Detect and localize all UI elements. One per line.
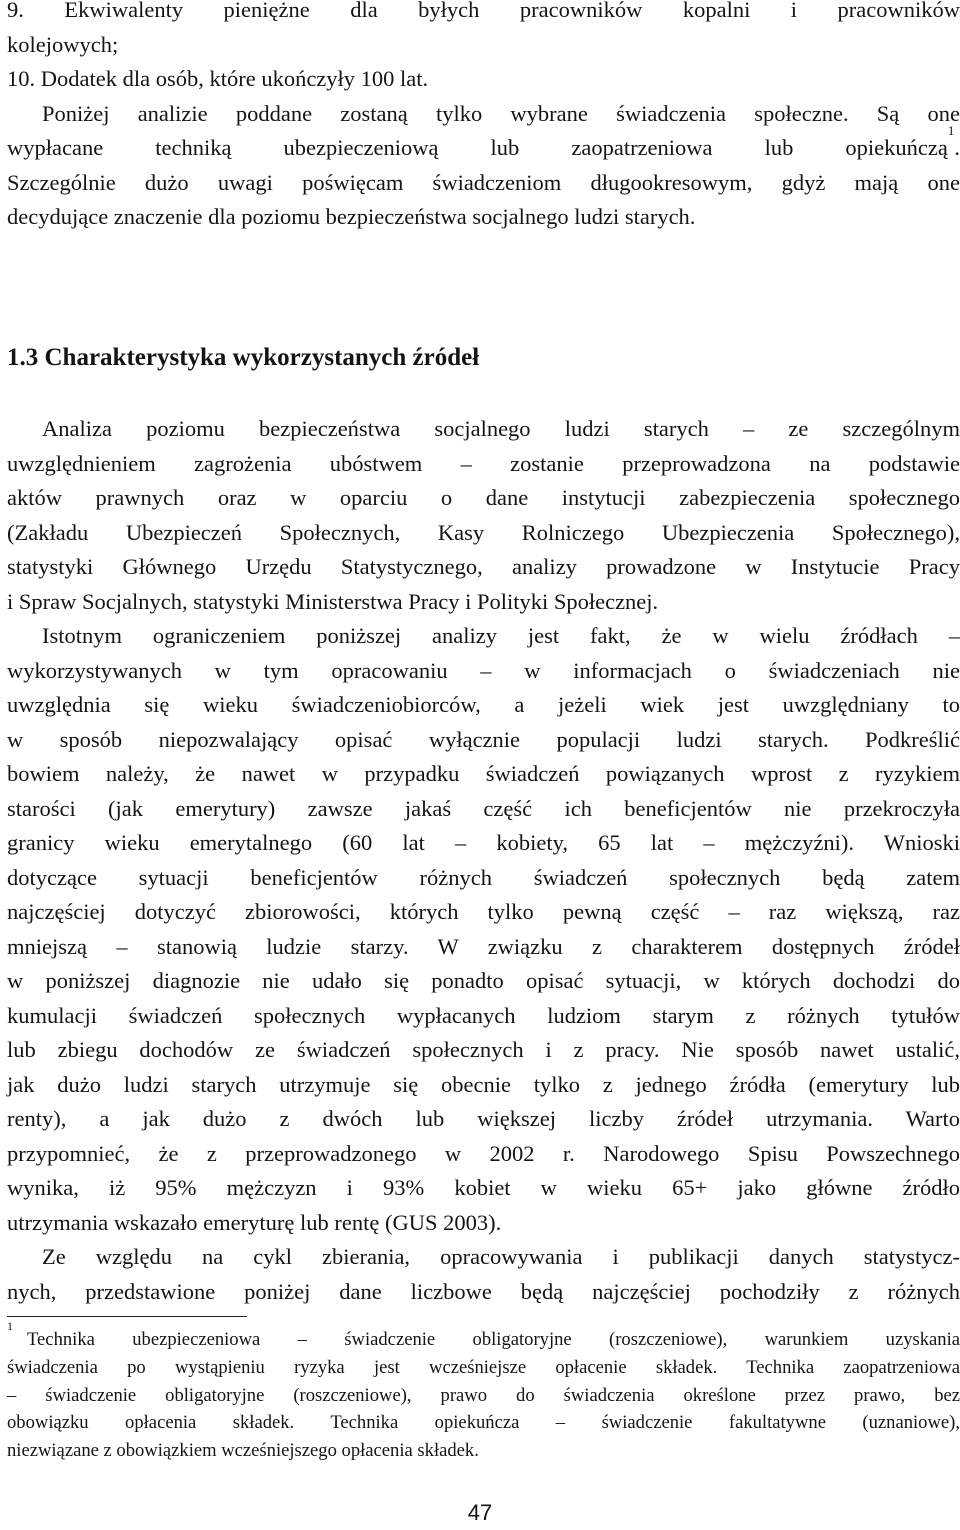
footnote-line: świadczenia po wystąpieniu ryzyka jest wcześniejsze opłacenie składek. Technika zaopatrzeniowa — [7, 1356, 960, 1378]
footnote-separator — [7, 1316, 247, 1317]
footnote-line: niezwiązane z obowiązkiem wcześniejszego opłacenia składek. — [7, 1440, 479, 1462]
paragraph-line: uwzględnia się wieku świadczeniobiorców, a jeżeli wiek jest uwzględniany to — [7, 692, 960, 717]
intro-section — [7, 0, 960, 235]
paragraph-line: Analiza poziomu bezpieczeństwa socjalnego ludzi starych – ze szczególnym — [42, 416, 960, 441]
paragraph-line: decydujące znaczenie dla poziomu bezpieczeństwa socjalnego ludzi starych. — [7, 204, 696, 229]
paragraph-line: Ze względu na cykl zbierania, opracowywania i publikacji danych statystycz- — [42, 1244, 960, 1269]
paragraph-line: dotyczące sytuacji beneficjentów różnych świadczeń społecznych będą zatem — [7, 864, 960, 890]
paragraph-line: aktów prawnych oraz w oparciu o dane instytucji zabezpieczenia społecznego — [7, 485, 960, 510]
paragraph-line: starości (jak emerytury) zawsze jakaś część ich beneficjentów nie przekroczyła — [7, 795, 960, 821]
paragraph-line: statystyki Głównego Urzędu Statystycznego, analizy prowadzone w Instytucie Pracy — [7, 554, 960, 579]
paragraph-line: wykorzystywanych w tym opracowaniu – w informacjach o świadczeniach nie — [7, 657, 960, 683]
list-item-continuation: kolejowych; — [7, 31, 119, 57]
footnote-line — [7, 1319, 960, 1354]
paragraph-line: najczęściej dotyczyć zbiorowości, których tylko pewną część – raz większą, raz — [7, 899, 960, 924]
footnote-line: – świadczenie obligatoryjne (roszczeniowe), prawo do świadczenia określone przez prawo, bez — [7, 1384, 960, 1406]
footnote — [7, 1319, 960, 1465]
paragraph-line: wynika, iż 95% mężczyzn i 93% kobiet w wieku 65+ jako główne źródło — [7, 1175, 960, 1200]
section-heading: 1.3 Charakterystyka wykorzystanych źródeł — [7, 344, 480, 371]
paragraph-line: uwzględnieniem zagrożenia ubóstwem – zostanie przeprowadzona na podstawie — [7, 450, 960, 476]
paragraph-line: i Spraw Socjalnych, statystyki Ministerstwa Pracy i Polityki Społecznej. — [7, 588, 659, 614]
paragraph-line: Istotnym ograniczeniem poniższej analizy jest fakt, że w wielu źródłach – — [42, 623, 960, 648]
section-body — [7, 412, 960, 1309]
footnote-marker: 1 — [7, 1319, 13, 1333]
footnote-reference[interactable]: 1 — [947, 123, 955, 138]
line-text — [7, 131, 948, 166]
paragraph-line: lub zbiegu dochodów ze świadczeń społecznych i z pracy. Nie sposób nawet ustalić, — [7, 1037, 960, 1062]
line-segment: wypłacane techniką ubezpieczeniową lub zaopatrzeniowa lub opiekuńczą — [7, 135, 948, 160]
paragraph-line: renty), a jak dużo z dwóch lub większej liczby źródeł utrzymania. Warto — [7, 1106, 960, 1131]
list-item: 10. Dodatek dla osób, które ukończyły 100 lat. — [7, 66, 429, 91]
paragraph-line: Poniżej analizie poddane zostaną tylko wybrane świadczenia społeczne. Są one — [42, 100, 960, 126]
footnote-line: obowiązku opłacenia składek. Technika opiekuńcza – świadczenie fakultatywne (uznaniowe), — [7, 1412, 960, 1434]
paragraph-line: w poniższej diagnozie nie udało się ponadto opisać sytuacji, w których dochodzi do — [7, 968, 960, 993]
paragraph-line: mniejszą – stanowią ludzie starzy. W związku z charakterem dostępnych źródeł — [7, 933, 960, 959]
paragraph-line: granicy wieku emerytalnego (60 lat – kobiety, 65 lat – mężczyźni). Wnioski — [7, 830, 960, 855]
paragraph-line: Szczególnie dużo uwagi poświęcam świadczeniom długookresowym, gdyż mają one — [7, 169, 960, 195]
paragraph-line: bowiem należy, że nawet w przypadku świadczeń powiązanych wprost z ryzykiem — [7, 761, 960, 786]
paragraph-line: nych, przedstawione poniżej dane liczbowe będą najczęściej pochodziły z różnych — [7, 1278, 960, 1304]
period: . — [954, 135, 960, 160]
paragraph-line: w sposób niepozwalający opisać wyłącznie populacji ludzi starych. Podkreślić — [7, 726, 960, 752]
paragraph-line: przypomnieć, że z przeprowadzonego w 2002 r. Narodowego Spisu Powszechnego — [7, 1140, 960, 1166]
paragraph-line: kumulacji świadczeń społecznych wypłacanych ludziom starym z różnych tytułów — [7, 1002, 960, 1028]
page-number: 47 — [467, 1500, 493, 1525]
footnote-text: Technika ubezpieczeniowa – świadczenie obligatoryjne (roszczeniowe), warunkiem uzyskania — [27, 1329, 960, 1350]
paragraph-line — [7, 123, 960, 166]
paragraph-line: jak dużo ludzi starych utrzymuje się obecnie tylko z jednego źródła (emerytury lub — [7, 1071, 960, 1097]
paragraph-line: (Zakładu Ubezpieczeń Społecznych, Kasy Rolniczego Ubezpieczenia Społecznego), — [7, 519, 960, 545]
list-item: 9. Ekwiwalenty pieniężne dla byłych pracowników kopalni i pracowników — [7, 0, 960, 22]
paragraph-line: utrzymania wskazało emeryturę lub rentę (GUS 2003). — [7, 1209, 502, 1235]
